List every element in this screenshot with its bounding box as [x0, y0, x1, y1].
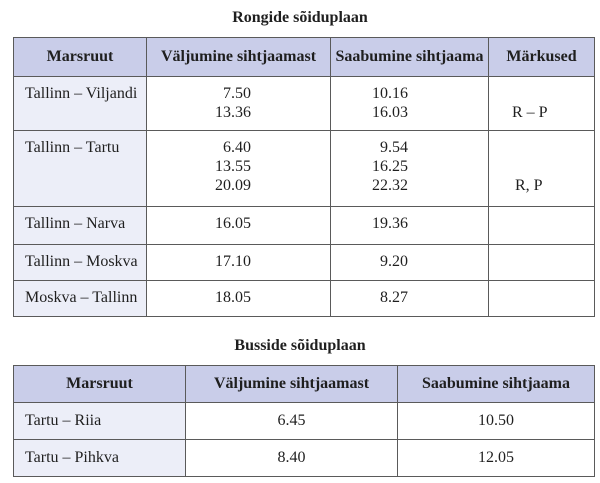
departure-cell: 8.40	[186, 440, 398, 477]
table-header-row	[14, 366, 595, 403]
column-header-departure: Väljumine sihtjaamast	[147, 38, 331, 77]
route-cell: Tallinn – Narva	[14, 207, 147, 245]
departure-cell: 18.05	[147, 281, 331, 317]
departure-cell: 16.05	[147, 207, 331, 245]
train-schedule-title: Rongide sõiduplaan	[232, 9, 368, 26]
column-header-departure: Väljumine sihtjaamast	[186, 366, 398, 403]
table-row	[14, 403, 595, 440]
departure-cell: 7.50 13.36	[147, 77, 331, 131]
bus-schedule-title: Busside sõiduplaan	[234, 337, 366, 354]
arrival-cell: 19.36	[331, 207, 489, 245]
notes-cell	[489, 207, 595, 245]
column-header-notes: Märkused	[489, 38, 595, 77]
train-schedule-table	[13, 37, 595, 317]
departure-cell: 6.45	[186, 403, 398, 440]
arrival-cell: 12.05	[398, 440, 595, 477]
route-cell: Tallinn – Moskva	[14, 245, 147, 281]
departure-cell: 6.40 13.55 20.09	[147, 131, 331, 207]
route-cell: Tallinn – Tartu	[14, 131, 147, 207]
departure-cell: 17.10	[147, 245, 331, 281]
table-row	[14, 440, 595, 477]
route-cell: Tartu – Pihkva	[14, 440, 186, 477]
column-header-route: Marsruut	[14, 38, 147, 77]
table-header-row	[14, 38, 595, 77]
table-row	[14, 245, 595, 281]
column-header-route: Marsruut	[14, 366, 186, 403]
notes-cell: R, P	[489, 131, 595, 207]
arrival-cell: 10.50	[398, 403, 595, 440]
table-row	[14, 77, 595, 131]
arrival-cell: 10.16 16.03	[331, 77, 489, 131]
notes-cell: R – P	[489, 77, 595, 131]
notes-cell	[489, 245, 595, 281]
route-cell: Tallinn – Viljandi	[14, 77, 147, 131]
column-header-arrival: Saabumine sihtjaama	[331, 38, 489, 77]
notes-cell	[489, 281, 595, 317]
route-cell: Moskva – Tallinn	[14, 281, 147, 317]
table-row	[14, 131, 595, 207]
table-row	[14, 207, 595, 245]
arrival-cell: 9.54 16.25 22.32	[331, 131, 489, 207]
arrival-cell: 9.20	[331, 245, 489, 281]
arrival-cell: 8.27	[331, 281, 489, 317]
table-row	[14, 281, 595, 317]
column-header-arrival: Saabumine sihtjaama	[398, 366, 595, 403]
bus-schedule-table	[13, 365, 595, 477]
route-cell: Tartu – Riia	[14, 403, 186, 440]
